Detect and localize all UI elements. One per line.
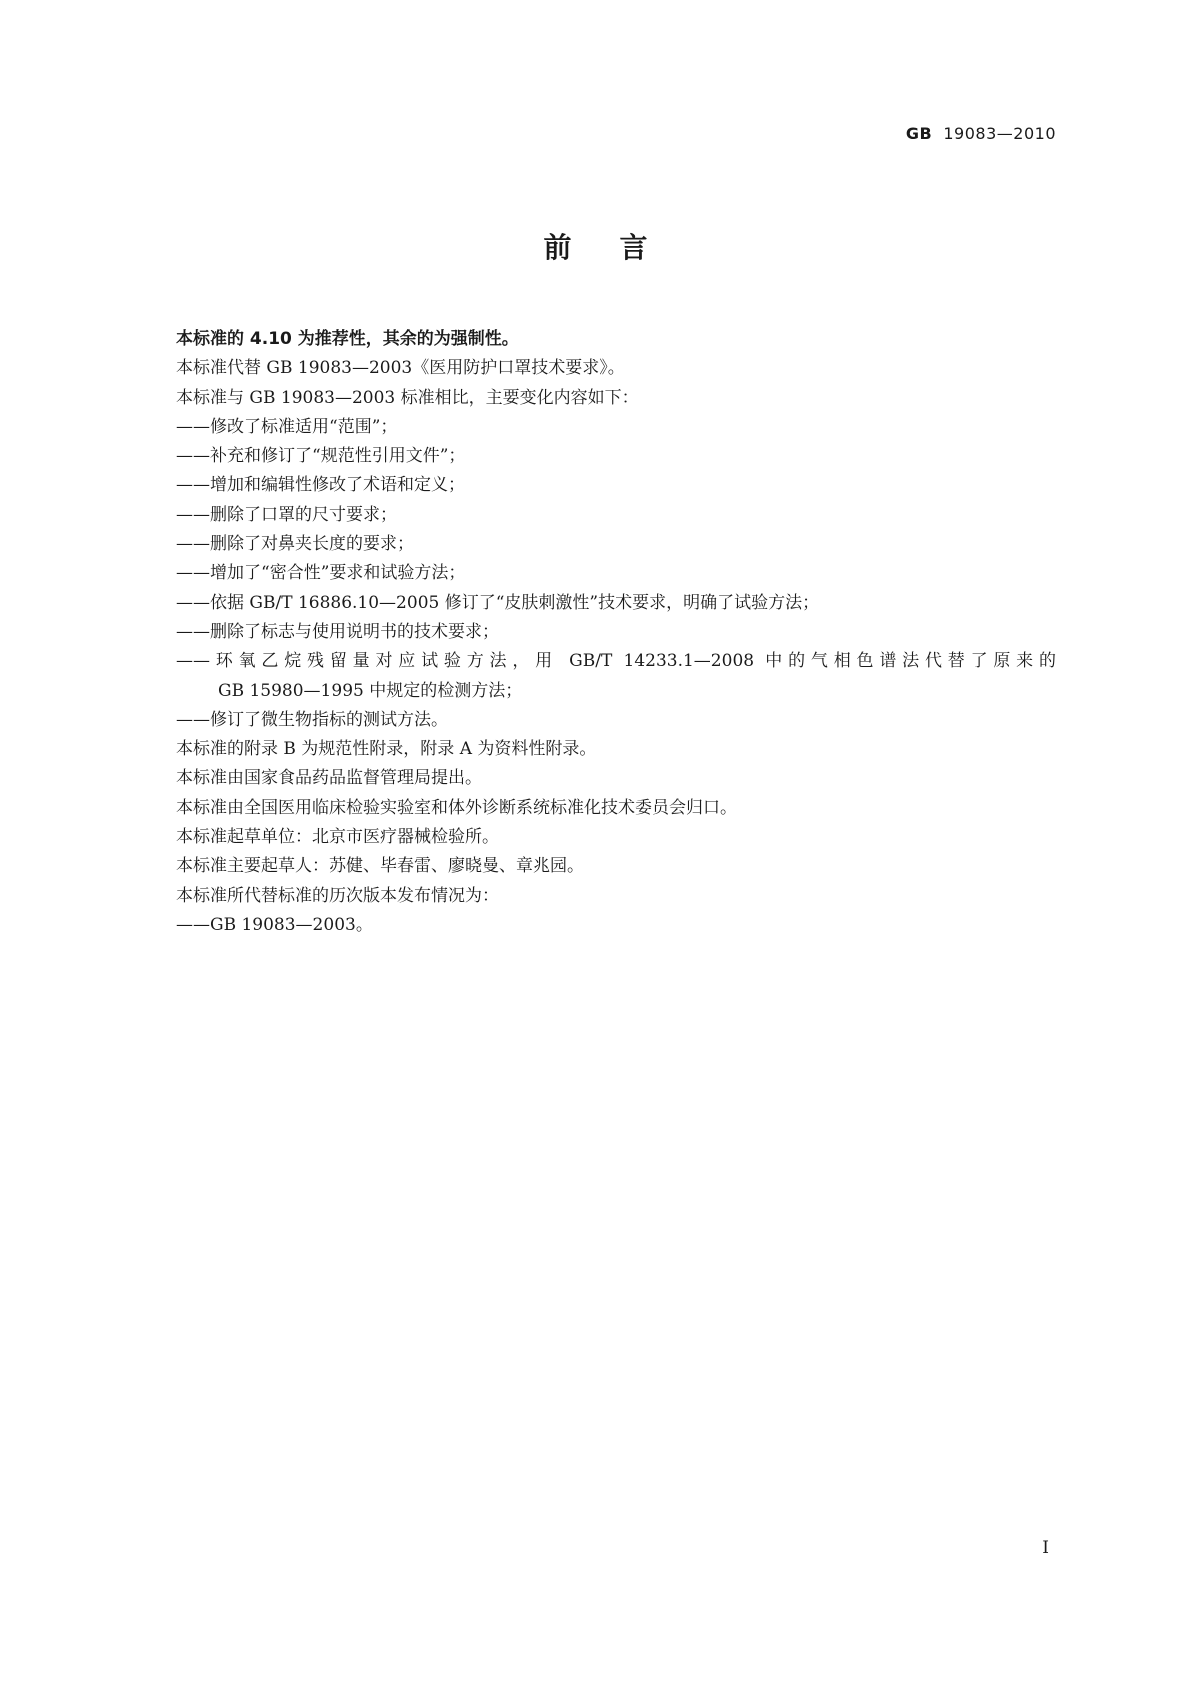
list-item: ——修改了标准适用“范围”； [176, 416, 398, 437]
list-item: ——依据 GB/T 16886.10—2005 修订了“皮肤刺激性”技术要求，明确了试验方法； [176, 592, 820, 613]
list-item: ——修订了微生物指标的测试方法。 [176, 709, 448, 730]
foreword-line: 本标准的附录 B 为规范性附录，附录 A 为资料性附录。 [176, 739, 597, 760]
list-item: ——环氧乙烷残留量对应试验方法，用 GB/T 14233.1—2008 中的气相色谱法代替了原来的 [176, 651, 1056, 672]
page-number: I [1042, 1538, 1049, 1558]
list-item: ——删除了口罩的尺寸要求； [176, 504, 397, 525]
foreword-line: 本标准由国家食品药品监督管理局提出。 [176, 768, 482, 789]
foreword-line: 本标准与 GB 19083—2003 标准相比，主要变化内容如下： [176, 387, 639, 408]
foreword-line: 本标准由全国医用临床检验实验室和体外诊断系统标准化技术委员会归口。 [176, 797, 737, 818]
list-item-continuation: GB 15980—1995 中规定的检测方法； [218, 680, 523, 701]
document-code [906, 124, 1056, 143]
foreword-line: 本标准所代替标准的历次版本发布情况为： [176, 885, 499, 906]
list-item: ——GB 19083—2003。 [176, 914, 373, 935]
foreword-line: 本标准主要起草人：苏健、毕春雷、廖晓曼、章兆园。 [176, 856, 584, 877]
list-item: ——删除了标志与使用说明书的技术要求； [176, 621, 499, 642]
foreword-body [176, 325, 1056, 940]
foreword-line: 本标准起草单位：北京市医疗器械检验所。 [176, 827, 499, 848]
list-item: ——增加和编辑性修改了术语和定义； [176, 475, 465, 496]
document-code-prefix: GB [905, 124, 933, 143]
list-item: ——删除了对鼻夹长度的要求； [176, 534, 414, 555]
list-item: ——补充和修订了“规范性引用文件”； [176, 446, 466, 467]
list-item: ——增加了“密合性”要求和试验方法； [176, 563, 466, 584]
foreword-line: 本标准的 4.10 为推荐性，其余的为强制性。 [176, 329, 519, 349]
page-title: 前言 [543, 231, 696, 264]
foreword-line: 本标准代替 GB 19083—2003《医用防护口罩技术要求》。 [176, 358, 625, 379]
document-code-number: 19083—2010 [943, 124, 1056, 143]
